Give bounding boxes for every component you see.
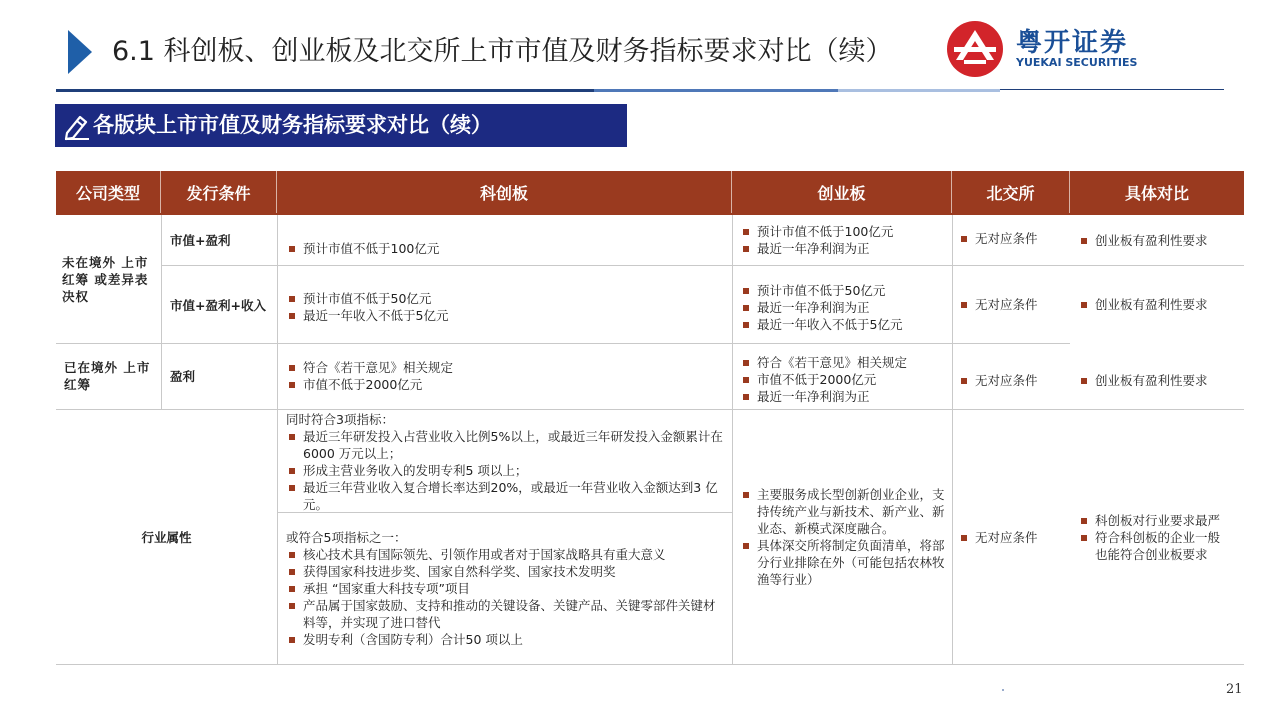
list-item: 预计市值不低于50亿元 — [286, 290, 726, 307]
industry-attribute-cell — [56, 410, 277, 664]
gem-cell — [740, 215, 948, 265]
header-rule-dark — [56, 89, 594, 92]
company-type-label: 已在境外 上市红筹 — [64, 360, 151, 392]
table-bottom-border — [56, 664, 1244, 665]
list-item: 产品属于国家鼓励、支持和推动的关键设备、关键产品、关键零部件关键材料等，并实现了进口替代 — [286, 597, 726, 631]
list-item: 科创板对行业要求最严 — [1078, 512, 1230, 529]
bse-cell — [958, 362, 1068, 398]
list-item: 创业板有盈利性要求 — [1078, 232, 1240, 249]
star-market-cell — [286, 215, 726, 281]
list-item: 预计市值不低于100亿元 — [286, 240, 726, 257]
company-type-cell — [64, 344, 158, 408]
column-header-gem: 创业板 — [732, 171, 952, 213]
list-item: 最近三年研发投入占营业收入比例5%以上，或最近三年研发投入金额累计在6000 万元以上； — [286, 428, 726, 462]
issue-condition-label: 市值+盈利 — [170, 232, 231, 248]
column-header-star-market: 科创板 — [277, 171, 732, 213]
list-item: 承担 “国家重大科技专项”项目 — [286, 580, 726, 597]
list-item: 具体深交所将制定负面清单，将部分行业排除在外（可能包括农林牧渔等行业） — [740, 537, 950, 588]
column-header-company-type: 公司类型 — [56, 171, 161, 213]
list-item: 发明专利（含国防专利）合计50 项以上 — [286, 631, 726, 648]
list-item: 市值不低于2000亿元 — [286, 376, 726, 393]
bse-cell — [958, 215, 1068, 261]
column-divider — [277, 215, 278, 664]
list-item: 市值不低于2000亿元 — [740, 371, 948, 388]
list-item: 创业板有盈利性要求 — [1078, 372, 1240, 389]
page-number: 21 — [1226, 682, 1243, 697]
list-item: 符合《若干意见》相关规定 — [286, 359, 726, 376]
list-item: 核心技术具有国际领先、引领作用或者对于国家战略具有重大意义 — [286, 546, 726, 563]
comparison-cell — [1078, 286, 1240, 322]
list-item: 无对应条件 — [958, 230, 1068, 247]
list-item: 无对应条件 — [958, 372, 1068, 389]
yuekai-logo-icon — [946, 20, 1004, 78]
comparison-cell — [1078, 410, 1230, 664]
list-item: 最近一年净利润为正 — [740, 240, 948, 257]
comparison-cell — [1078, 215, 1240, 265]
list-item: 最近一年净利润为正 — [740, 299, 948, 316]
company-logo — [946, 20, 1146, 80]
star-market-cell — [286, 411, 726, 511]
page-title: 6.1 科创板、创业板及北交所上市市值及财务指标要求对比（续） — [112, 36, 893, 67]
list-item: 最近一年收入不低于5亿元 — [286, 307, 726, 324]
criteria-intro: 同时符合3项指标： — [286, 412, 394, 427]
list-item: 符合《若干意见》相关规定 — [740, 354, 948, 371]
header-rule-light — [838, 89, 1000, 92]
list-item: 预计市值不低于100亿元 — [740, 223, 948, 240]
list-item: 主要服务成长型创新创业企业，支持传统产业与新技术、新产业、新业态、新模式深度融合。 — [740, 486, 950, 537]
header-rule-mid — [594, 89, 838, 92]
list-item: 无对应条件 — [958, 296, 1068, 313]
list-item: 符合科创板的企业一般也能符合创业板要求 — [1078, 529, 1230, 563]
comparison-cell — [1078, 362, 1240, 398]
title-arrow-icon — [68, 30, 92, 74]
company-type-cell — [62, 215, 160, 343]
list-item: 创业板有盈利性要求 — [1078, 296, 1240, 313]
bse-cell — [958, 410, 1068, 664]
column-divider — [161, 215, 162, 409]
star-market-cell — [286, 284, 726, 330]
list-item: 形成主营业务收入的发明专利5 项以上； — [286, 462, 726, 479]
column-header-comparison: 具体对比 — [1070, 171, 1244, 213]
issue-condition-label: 盈利 — [170, 368, 196, 384]
column-divider — [952, 215, 953, 664]
list-item: 最近一年收入不低于5亿元 — [740, 316, 948, 333]
section-banner — [55, 104, 627, 147]
list-item: 最近一年净利润为正 — [740, 388, 948, 405]
section-banner-title: 各版块上市市值及财务指标要求对比（续） — [93, 113, 492, 137]
gem-cell — [740, 410, 950, 664]
gem-cell — [740, 279, 948, 335]
company-type-label: 行业属性 — [141, 529, 192, 545]
issue-condition-cell — [170, 215, 274, 265]
gem-cell — [740, 344, 948, 414]
column-divider — [732, 215, 733, 664]
pencil-icon — [61, 111, 91, 141]
list-item: 最近三年营业收入复合增长率达到20%，或最近一年营业收入金额达到3 亿元。 — [286, 479, 726, 513]
column-header-bse: 北交所 — [952, 171, 1070, 213]
decorative-dot — [1002, 689, 1004, 691]
list-item: 无对应条件 — [958, 529, 1068, 546]
logo-chinese-name: 粤开证券 — [1016, 28, 1129, 58]
issue-condition-cell — [170, 282, 274, 328]
issue-condition-cell — [170, 344, 274, 408]
list-item: 获得国家科技进步奖、国家自然科学奖、国家技术发明奖 — [286, 563, 726, 580]
list-item: 预计市值不低于50亿元 — [740, 282, 948, 299]
criteria-intro: 或符合5项指标之一： — [286, 530, 407, 545]
issue-condition-label: 市值+盈利+收入 — [170, 297, 266, 313]
column-header-issue-condition: 发行条件 — [161, 171, 277, 213]
company-type-label: 未在境外 上市红筹 或差异表 决权 — [62, 254, 149, 304]
bse-cell — [958, 286, 1068, 322]
star-market-cell — [286, 529, 726, 659]
star-market-cell — [286, 344, 726, 408]
logo-english-name: YUEKAI SECURITIES — [1016, 56, 1138, 69]
